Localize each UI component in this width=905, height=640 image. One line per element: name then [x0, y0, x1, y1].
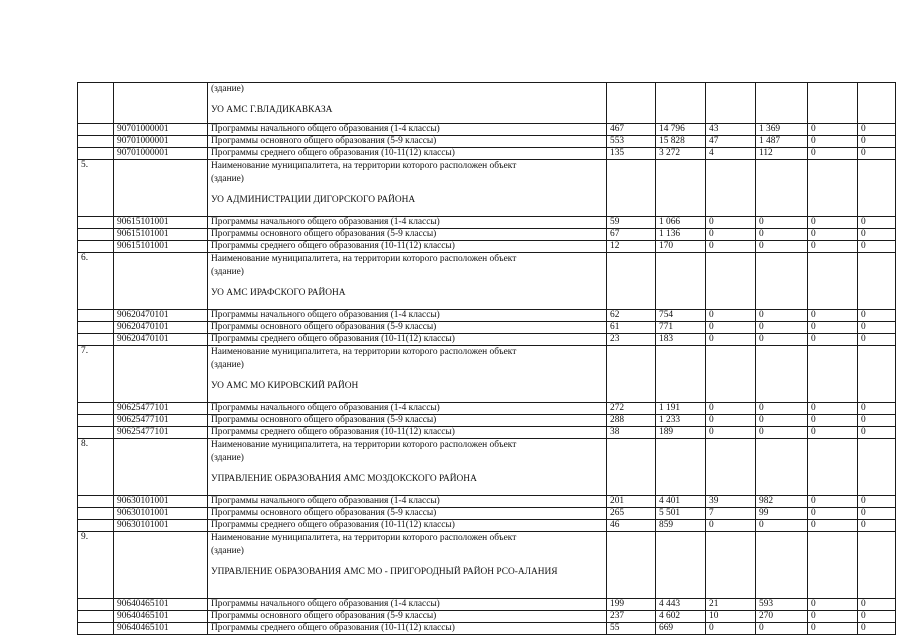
index-cell-empty — [78, 334, 114, 346]
municipality-label: Наименование муниципалитета, на территории которого расположен объект — [211, 254, 517, 264]
table-row — [78, 334, 896, 346]
value-cell: 553 — [607, 136, 656, 148]
program-name: Программы основного общего образования (5-9 классы) — [208, 508, 607, 520]
value-cell: 0 — [756, 520, 808, 532]
empty-value-cell — [607, 83, 656, 124]
table-row — [78, 310, 896, 322]
oktmo-code: 90625477101 — [114, 415, 208, 427]
section-header-row — [78, 253, 896, 310]
section-title-cell — [208, 83, 607, 124]
value-cell: 859 — [656, 520, 706, 532]
section-number: 9. — [78, 532, 114, 599]
spacer — [211, 279, 603, 287]
section-title-cell — [208, 253, 607, 310]
organization-name: УО АМС ИРАФСКОГО РАЙОНА — [211, 288, 346, 298]
value-cell: 0 — [808, 415, 858, 427]
empty-value-cell — [808, 253, 858, 310]
index-cell-empty — [78, 148, 114, 160]
empty-value-cell — [607, 532, 656, 599]
program-name: Программы среднего общего образования (10-11(12) классы) — [208, 148, 607, 160]
empty-value-cell — [706, 346, 756, 403]
value-cell: 0 — [808, 229, 858, 241]
value-cell: 1 066 — [656, 217, 706, 229]
empty-value-cell — [656, 160, 706, 217]
spacer — [211, 465, 603, 473]
section-header-row — [78, 439, 896, 496]
value-cell: 1 191 — [656, 403, 706, 415]
municipality-label: Наименование муниципалитета, на территории которого расположен объект — [211, 347, 517, 357]
index-cell-empty — [78, 229, 114, 241]
index-cell-empty — [78, 217, 114, 229]
section-number: 5. — [78, 160, 114, 217]
value-cell: 1 487 — [756, 136, 808, 148]
value-cell: 0 — [756, 334, 808, 346]
empty-value-cell — [756, 160, 808, 217]
building-label: (здание) — [211, 546, 244, 556]
oktmo-code: 90701000001 — [114, 124, 208, 136]
value-cell: 183 — [656, 334, 706, 346]
empty-value-cell — [756, 253, 808, 310]
value-cell: 0 — [706, 520, 756, 532]
value-cell: 0 — [808, 241, 858, 253]
value-cell: 0 — [756, 403, 808, 415]
value-cell: 0 — [756, 310, 808, 322]
value-cell: 0 — [808, 599, 858, 611]
value-cell: 0 — [706, 310, 756, 322]
value-cell: 1 136 — [656, 229, 706, 241]
value-cell: 4 — [706, 148, 756, 160]
empty-value-cell — [756, 346, 808, 403]
value-cell: 0 — [808, 403, 858, 415]
value-cell: 0 — [756, 229, 808, 241]
program-name: Программы начального общего образования (1-4 классы) — [208, 217, 607, 229]
section-title-cell — [208, 160, 607, 217]
index-cell-empty — [78, 427, 114, 439]
value-cell: 61 — [607, 322, 656, 334]
value-cell: 0 — [706, 334, 756, 346]
code-cell-empty — [114, 83, 208, 124]
code-cell-empty — [114, 160, 208, 217]
value-cell: 0 — [858, 148, 896, 160]
oktmo-code: 90615101001 — [114, 217, 208, 229]
organization-name: УО АДМИНИСТРАЦИИ ДИГОРСКОГО РАЙОНА — [211, 195, 416, 205]
value-cell: 0 — [706, 322, 756, 334]
value-cell: 0 — [756, 623, 808, 635]
value-cell: 237 — [607, 611, 656, 623]
program-name: Программы основного общего образования (5-9 классы) — [208, 136, 607, 148]
municipality-label: Наименование муниципалитета, на территории которого расположен объект — [211, 161, 517, 171]
municipality-label: Наименование муниципалитета, на территории которого расположен объект — [211, 533, 517, 543]
program-name: Программы среднего общего образования (10-11(12) классы) — [208, 427, 607, 439]
spacer — [211, 558, 603, 566]
value-cell: 135 — [607, 148, 656, 160]
empty-value-cell — [756, 532, 808, 599]
program-name: Программы среднего общего образования (10-11(12) классы) — [208, 623, 607, 635]
value-cell: 15 828 — [656, 136, 706, 148]
index-cell-empty — [78, 124, 114, 136]
value-cell: 189 — [656, 427, 706, 439]
oktmo-code: 90625477101 — [114, 427, 208, 439]
value-cell: 67 — [607, 229, 656, 241]
value-cell: 0 — [756, 241, 808, 253]
program-name: Программы начального общего образования (1-4 классы) — [208, 403, 607, 415]
oktmo-code: 90620470101 — [114, 334, 208, 346]
value-cell: 0 — [858, 229, 896, 241]
index-cell-empty — [78, 415, 114, 427]
value-cell: 0 — [808, 508, 858, 520]
value-cell: 47 — [706, 136, 756, 148]
empty-value-cell — [706, 532, 756, 599]
value-cell: 0 — [756, 322, 808, 334]
oktmo-code: 90640465101 — [114, 599, 208, 611]
oktmo-code: 90640465101 — [114, 623, 208, 635]
code-cell-empty — [114, 253, 208, 310]
section-header-row — [78, 532, 896, 599]
table-row — [78, 403, 896, 415]
value-cell: 0 — [858, 415, 896, 427]
value-cell: 0 — [808, 623, 858, 635]
value-cell: 0 — [808, 136, 858, 148]
table-row — [78, 229, 896, 241]
value-cell: 4 602 — [656, 611, 706, 623]
empty-value-cell — [607, 253, 656, 310]
empty-value-cell — [656, 83, 706, 124]
building-label: (здание) — [211, 453, 244, 463]
value-cell: 4 443 — [656, 599, 706, 611]
empty-value-cell — [858, 83, 896, 124]
building-label: (здание) — [211, 360, 244, 370]
value-cell: 0 — [858, 322, 896, 334]
value-cell: 21 — [706, 599, 756, 611]
building-label: (здание) — [211, 84, 244, 94]
section-header-row — [78, 83, 896, 124]
value-cell: 1 233 — [656, 415, 706, 427]
program-name: Программы основного общего образования (5-9 классы) — [208, 229, 607, 241]
value-cell: 593 — [756, 599, 808, 611]
oktmo-code: 90640465101 — [114, 611, 208, 623]
value-cell: 4 401 — [656, 496, 706, 508]
empty-value-cell — [706, 160, 756, 217]
value-cell: 0 — [858, 334, 896, 346]
empty-value-cell — [706, 253, 756, 310]
program-name: Программы среднего общего образования (10-11(12) классы) — [208, 520, 607, 532]
value-cell: 23 — [607, 334, 656, 346]
value-cell: 12 — [607, 241, 656, 253]
value-cell: 201 — [607, 496, 656, 508]
municipal-education-table — [77, 82, 896, 635]
index-cell-empty — [78, 310, 114, 322]
empty-value-cell — [607, 439, 656, 496]
value-cell: 0 — [706, 403, 756, 415]
empty-value-cell — [808, 346, 858, 403]
table-row — [78, 611, 896, 623]
empty-value-cell — [808, 160, 858, 217]
oktmo-code: 90625477101 — [114, 403, 208, 415]
value-cell: 0 — [808, 427, 858, 439]
value-cell: 669 — [656, 623, 706, 635]
value-cell: 14 796 — [656, 124, 706, 136]
empty-value-cell — [808, 83, 858, 124]
value-cell: 0 — [858, 599, 896, 611]
value-cell: 3 272 — [656, 148, 706, 160]
value-cell: 0 — [756, 217, 808, 229]
empty-value-cell — [756, 83, 808, 124]
value-cell: 0 — [858, 217, 896, 229]
empty-value-cell — [858, 160, 896, 217]
table-row — [78, 124, 896, 136]
program-name: Программы начального общего образования (1-4 классы) — [208, 496, 607, 508]
section-number: 8. — [78, 439, 114, 496]
oktmo-code: 90701000001 — [114, 148, 208, 160]
spacer — [211, 186, 603, 194]
empty-value-cell — [656, 532, 706, 599]
value-cell: 0 — [808, 124, 858, 136]
organization-name: УО АМС Г.ВЛАДИКАВКАЗА — [211, 105, 333, 115]
program-name: Программы начального общего образования (1-4 классы) — [208, 310, 607, 322]
value-cell: 62 — [607, 310, 656, 322]
value-cell: 0 — [706, 217, 756, 229]
value-cell: 0 — [808, 148, 858, 160]
index-cell-empty — [78, 520, 114, 532]
value-cell: 46 — [607, 520, 656, 532]
value-cell: 43 — [706, 124, 756, 136]
table-row — [78, 217, 896, 229]
value-cell: 0 — [808, 611, 858, 623]
table-row — [78, 520, 896, 532]
section-number — [78, 83, 114, 124]
empty-value-cell — [756, 439, 808, 496]
empty-value-cell — [706, 439, 756, 496]
index-cell-empty — [78, 611, 114, 623]
code-cell-empty — [114, 532, 208, 599]
index-cell-empty — [78, 241, 114, 253]
building-label: (здание) — [211, 267, 244, 277]
value-cell: 467 — [607, 124, 656, 136]
value-cell: 0 — [706, 427, 756, 439]
oktmo-code: 90620470101 — [114, 310, 208, 322]
program-name: Программы основного общего образования (5-9 классы) — [208, 322, 607, 334]
table-row — [78, 415, 896, 427]
section-number: 7. — [78, 346, 114, 403]
value-cell: 0 — [858, 136, 896, 148]
value-cell: 0 — [858, 310, 896, 322]
value-cell: 55 — [607, 623, 656, 635]
table-row — [78, 599, 896, 611]
code-cell-empty — [114, 346, 208, 403]
program-name: Программы среднего общего образования (10-11(12) классы) — [208, 334, 607, 346]
organization-name: УПРАВЛЕНИЕ ОБРАЗОВАНИЯ АМС МО - ПРИГОРОДНЫЙ РАЙОН РСО-АЛАНИЯ — [211, 567, 558, 577]
value-cell: 5 501 — [656, 508, 706, 520]
value-cell: 754 — [656, 310, 706, 322]
spacer — [211, 96, 603, 104]
value-cell: 0 — [808, 520, 858, 532]
program-name: Программы основного общего образования (5-9 классы) — [208, 415, 607, 427]
building-label: (здание) — [211, 174, 244, 184]
value-cell: 59 — [607, 217, 656, 229]
section-title-cell — [208, 439, 607, 496]
empty-value-cell — [656, 439, 706, 496]
empty-value-cell — [656, 346, 706, 403]
value-cell: 982 — [756, 496, 808, 508]
index-cell-empty — [78, 623, 114, 635]
empty-value-cell — [858, 253, 896, 310]
empty-value-cell — [858, 532, 896, 599]
index-cell-empty — [78, 322, 114, 334]
index-cell-empty — [78, 136, 114, 148]
section-header-row — [78, 346, 896, 403]
table-row — [78, 148, 896, 160]
index-cell-empty — [78, 496, 114, 508]
empty-value-cell — [858, 346, 896, 403]
value-cell: 0 — [858, 241, 896, 253]
program-name: Программы начального общего образования (1-4 классы) — [208, 124, 607, 136]
empty-value-cell — [656, 253, 706, 310]
index-cell-empty — [78, 508, 114, 520]
program-name: Программы среднего общего образования (10-11(12) классы) — [208, 241, 607, 253]
value-cell: 0 — [706, 241, 756, 253]
value-cell: 99 — [756, 508, 808, 520]
oktmo-code: 90701000001 — [114, 136, 208, 148]
value-cell: 10 — [706, 611, 756, 623]
code-cell-empty — [114, 439, 208, 496]
program-name: Программы начального общего образования (1-4 классы) — [208, 599, 607, 611]
value-cell: 1 369 — [756, 124, 808, 136]
spacer — [211, 372, 603, 380]
value-cell: 0 — [858, 496, 896, 508]
value-cell: 265 — [607, 508, 656, 520]
value-cell: 112 — [756, 148, 808, 160]
value-cell: 0 — [808, 310, 858, 322]
oktmo-code: 90620470101 — [114, 322, 208, 334]
organization-name: УПРАВЛЕНИЕ ОБРАЗОВАНИЯ АМС МОЗДОКСКОГО РАЙОНА — [211, 474, 477, 484]
section-header-row — [78, 160, 896, 217]
value-cell: 0 — [808, 217, 858, 229]
table-row — [78, 623, 896, 635]
oktmo-code: 90630101001 — [114, 496, 208, 508]
organization-name: УО АМС МО КИРОВСКИЙ РАЙОН — [211, 381, 359, 391]
value-cell: 288 — [607, 415, 656, 427]
value-cell: 771 — [656, 322, 706, 334]
value-cell: 0 — [808, 496, 858, 508]
value-cell: 0 — [858, 508, 896, 520]
empty-value-cell — [607, 160, 656, 217]
section-number: 6. — [78, 253, 114, 310]
value-cell: 0 — [756, 415, 808, 427]
value-cell: 270 — [756, 611, 808, 623]
table-row — [78, 427, 896, 439]
value-cell: 0 — [858, 403, 896, 415]
value-cell: 0 — [858, 611, 896, 623]
table-row — [78, 241, 896, 253]
empty-value-cell — [808, 532, 858, 599]
value-cell: 7 — [706, 508, 756, 520]
index-cell-empty — [78, 599, 114, 611]
oktmo-code: 90630101001 — [114, 508, 208, 520]
value-cell: 0 — [858, 520, 896, 532]
table-body — [78, 83, 896, 635]
value-cell: 0 — [706, 623, 756, 635]
value-cell: 0 — [706, 229, 756, 241]
value-cell: 0 — [808, 334, 858, 346]
value-cell: 39 — [706, 496, 756, 508]
value-cell: 170 — [656, 241, 706, 253]
value-cell: 38 — [607, 427, 656, 439]
program-name: Программы основного общего образования (5-9 классы) — [208, 611, 607, 623]
empty-value-cell — [858, 439, 896, 496]
empty-value-cell — [808, 439, 858, 496]
table-row — [78, 136, 896, 148]
empty-value-cell — [607, 346, 656, 403]
table-row — [78, 508, 896, 520]
table-row — [78, 322, 896, 334]
oktmo-code: 90615101001 — [114, 241, 208, 253]
value-cell: 0 — [706, 415, 756, 427]
value-cell: 0 — [858, 124, 896, 136]
empty-value-cell — [706, 83, 756, 124]
value-cell: 0 — [858, 427, 896, 439]
oktmo-code: 90615101001 — [114, 229, 208, 241]
value-cell: 0 — [808, 322, 858, 334]
municipality-label: Наименование муниципалитета, на территории которого расположен объект — [211, 440, 517, 450]
value-cell: 199 — [607, 599, 656, 611]
value-cell: 0 — [756, 427, 808, 439]
value-cell: 0 — [858, 623, 896, 635]
value-cell: 272 — [607, 403, 656, 415]
table-row — [78, 496, 896, 508]
section-title-cell — [208, 532, 607, 599]
oktmo-code: 90630101001 — [114, 520, 208, 532]
index-cell-empty — [78, 403, 114, 415]
section-title-cell — [208, 346, 607, 403]
